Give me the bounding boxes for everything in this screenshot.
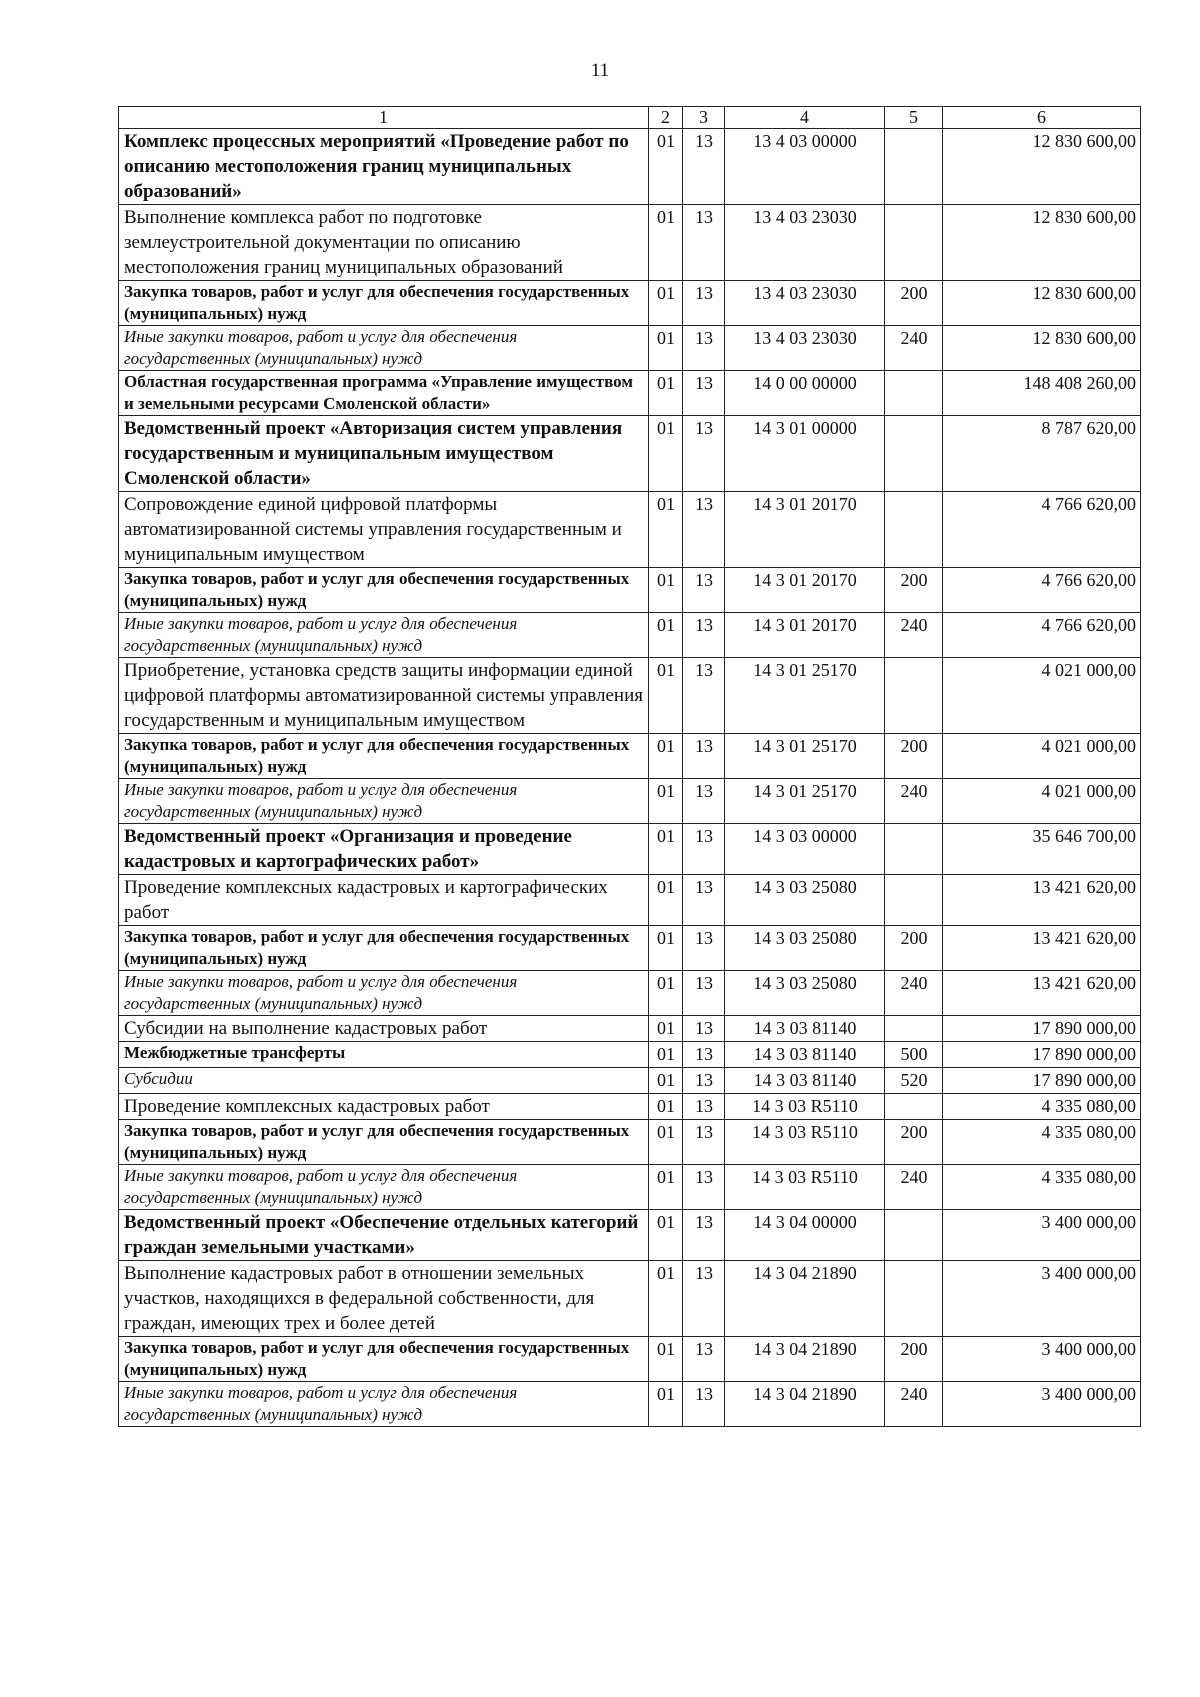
row-type-cell: 240 xyxy=(885,779,943,824)
row-type-cell: 240 xyxy=(885,1382,943,1427)
row-target-cell: 13 4 03 23030 xyxy=(725,326,885,371)
table-row xyxy=(119,1165,1141,1210)
row-type-cell: 200 xyxy=(885,1337,943,1382)
row-amount-cell: 12 830 600,00 xyxy=(943,326,1141,371)
row-section-cell: 01 xyxy=(649,779,683,824)
table-row xyxy=(119,1120,1141,1165)
row-subsection-cell: 13 xyxy=(683,875,725,926)
row-target-cell: 14 3 04 21890 xyxy=(725,1261,885,1337)
row-target-cell: 14 3 01 25170 xyxy=(725,658,885,734)
table-row xyxy=(119,492,1141,568)
row-amount-cell: 17 890 000,00 xyxy=(943,1016,1141,1042)
row-amount-cell: 13 421 620,00 xyxy=(943,875,1141,926)
row-name-cell: Иные закупки товаров, работ и услуг для обеспечения государственных (муниципальных) нужд xyxy=(119,1165,649,1210)
row-name-cell: Сопровождение единой цифровой платформы автоматизированной системы управления государственным и муниципальным имуществом xyxy=(119,492,649,568)
row-section-cell: 01 xyxy=(649,658,683,734)
header-col-4: 4 xyxy=(725,107,885,129)
row-subsection-cell: 13 xyxy=(683,1016,725,1042)
row-amount-cell: 3 400 000,00 xyxy=(943,1337,1141,1382)
row-section-cell: 01 xyxy=(649,926,683,971)
row-subsection-cell: 13 xyxy=(683,416,725,492)
row-type-cell xyxy=(885,416,943,492)
row-subsection-cell: 13 xyxy=(683,971,725,1016)
table-row xyxy=(119,926,1141,971)
row-subsection-cell: 13 xyxy=(683,926,725,971)
header-col-2: 2 xyxy=(649,107,683,129)
row-target-cell: 14 3 03 25080 xyxy=(725,875,885,926)
row-subsection-cell: 13 xyxy=(683,734,725,779)
row-target-cell: 14 3 03 81140 xyxy=(725,1068,885,1094)
header-col-5: 5 xyxy=(885,107,943,129)
row-amount-cell: 12 830 600,00 xyxy=(943,129,1141,205)
row-name-cell: Субсидии xyxy=(119,1068,649,1094)
row-subsection-cell: 13 xyxy=(683,1120,725,1165)
table-row xyxy=(119,129,1141,205)
row-subsection-cell: 13 xyxy=(683,1094,725,1120)
row-section-cell: 01 xyxy=(649,1068,683,1094)
row-amount-cell: 4 021 000,00 xyxy=(943,779,1141,824)
row-type-cell: 200 xyxy=(885,926,943,971)
row-amount-cell: 4 335 080,00 xyxy=(943,1165,1141,1210)
row-subsection-cell: 13 xyxy=(683,205,725,281)
row-target-cell: 14 3 04 00000 xyxy=(725,1210,885,1261)
row-name-cell: Закупка товаров, работ и услуг для обеспечения государственных (муниципальных) нужд xyxy=(119,734,649,779)
row-type-cell xyxy=(885,1016,943,1042)
row-name-cell: Ведомственный проект «Организация и проведение кадастровых и картографических работ» xyxy=(119,824,649,875)
row-section-cell: 01 xyxy=(649,568,683,613)
header-col-3: 3 xyxy=(683,107,725,129)
row-amount-cell: 4 021 000,00 xyxy=(943,734,1141,779)
header-col-6: 6 xyxy=(943,107,1141,129)
table-row xyxy=(119,205,1141,281)
row-type-cell xyxy=(885,875,943,926)
table-row xyxy=(119,658,1141,734)
row-target-cell: 13 4 03 00000 xyxy=(725,129,885,205)
row-type-cell: 240 xyxy=(885,326,943,371)
row-amount-cell: 4 335 080,00 xyxy=(943,1120,1141,1165)
row-name-cell: Закупка товаров, работ и услуг для обеспечения государственных (муниципальных) нужд xyxy=(119,1337,649,1382)
row-name-cell: Закупка товаров, работ и услуг для обеспечения государственных (муниципальных) нужд xyxy=(119,281,649,326)
row-section-cell: 01 xyxy=(649,1382,683,1427)
row-target-cell: 14 3 01 20170 xyxy=(725,613,885,658)
table-row xyxy=(119,1261,1141,1337)
row-name-cell: Комплекс процессных мероприятий «Проведение работ по описанию местоположения границ муниципальных образований» xyxy=(119,129,649,205)
page-number: 11 xyxy=(590,60,610,81)
row-section-cell: 01 xyxy=(649,205,683,281)
row-type-cell xyxy=(885,371,943,416)
row-target-cell: 14 3 01 25170 xyxy=(725,779,885,824)
table-row xyxy=(119,1094,1141,1120)
row-target-cell: 14 3 04 21890 xyxy=(725,1337,885,1382)
row-name-cell: Проведение комплексных кадастровых и картографических работ xyxy=(119,875,649,926)
row-name-cell: Проведение комплексных кадастровых работ xyxy=(119,1094,649,1120)
row-section-cell: 01 xyxy=(649,1261,683,1337)
row-name-cell: Выполнение кадастровых работ в отношении земельных участков, находящихся в федеральной собственности, для граждан, имеющих трех и более детей xyxy=(119,1261,649,1337)
row-type-cell: 200 xyxy=(885,568,943,613)
row-type-cell: 520 xyxy=(885,1068,943,1094)
budget-table xyxy=(118,106,1141,1427)
row-type-cell: 200 xyxy=(885,281,943,326)
row-section-cell: 01 xyxy=(649,492,683,568)
row-subsection-cell: 13 xyxy=(683,1382,725,1427)
row-type-cell xyxy=(885,1261,943,1337)
row-type-cell xyxy=(885,129,943,205)
row-target-cell: 14 0 00 00000 xyxy=(725,371,885,416)
row-section-cell: 01 xyxy=(649,129,683,205)
row-subsection-cell: 13 xyxy=(683,326,725,371)
row-subsection-cell: 13 xyxy=(683,779,725,824)
row-amount-cell: 4 766 620,00 xyxy=(943,613,1141,658)
table-header-row xyxy=(119,107,1141,129)
row-target-cell: 14 3 01 20170 xyxy=(725,568,885,613)
row-amount-cell: 35 646 700,00 xyxy=(943,824,1141,875)
row-subsection-cell: 13 xyxy=(683,1261,725,1337)
row-amount-cell: 4 335 080,00 xyxy=(943,1094,1141,1120)
row-name-cell: Областная государственная программа «Управление имуществом и земельными ресурсами Смоленской области» xyxy=(119,371,649,416)
row-target-cell: 14 3 03 25080 xyxy=(725,926,885,971)
row-type-cell xyxy=(885,658,943,734)
row-name-cell: Закупка товаров, работ и услуг для обеспечения государственных (муниципальных) нужд xyxy=(119,1120,649,1165)
row-amount-cell: 12 830 600,00 xyxy=(943,205,1141,281)
table-row xyxy=(119,568,1141,613)
row-target-cell: 14 3 01 25170 xyxy=(725,734,885,779)
row-section-cell: 01 xyxy=(649,875,683,926)
row-target-cell: 14 3 03 R5110 xyxy=(725,1094,885,1120)
row-section-cell: 01 xyxy=(649,1016,683,1042)
row-amount-cell: 8 787 620,00 xyxy=(943,416,1141,492)
row-target-cell: 14 3 03 R5110 xyxy=(725,1120,885,1165)
row-subsection-cell: 13 xyxy=(683,281,725,326)
table-row xyxy=(119,613,1141,658)
row-section-cell: 01 xyxy=(649,1165,683,1210)
row-section-cell: 01 xyxy=(649,1337,683,1382)
row-section-cell: 01 xyxy=(649,1210,683,1261)
row-target-cell: 14 3 03 81140 xyxy=(725,1042,885,1068)
row-target-cell: 14 3 03 R5110 xyxy=(725,1165,885,1210)
row-name-cell: Выполнение комплекса работ по подготовке землеустроительной документации по описанию местоположения границ муниципальных образований xyxy=(119,205,649,281)
row-amount-cell: 13 421 620,00 xyxy=(943,926,1141,971)
row-name-cell: Иные закупки товаров, работ и услуг для обеспечения государственных (муниципальных) нужд xyxy=(119,971,649,1016)
row-name-cell: Иные закупки товаров, работ и услуг для обеспечения государственных (муниципальных) нужд xyxy=(119,326,649,371)
row-subsection-cell: 13 xyxy=(683,658,725,734)
row-amount-cell: 17 890 000,00 xyxy=(943,1068,1141,1094)
row-amount-cell: 3 400 000,00 xyxy=(943,1261,1141,1337)
row-target-cell: 14 3 03 25080 xyxy=(725,971,885,1016)
row-type-cell xyxy=(885,492,943,568)
table-row xyxy=(119,371,1141,416)
row-target-cell: 13 4 03 23030 xyxy=(725,205,885,281)
row-amount-cell: 12 830 600,00 xyxy=(943,281,1141,326)
row-amount-cell: 4 766 620,00 xyxy=(943,568,1141,613)
row-type-cell: 200 xyxy=(885,734,943,779)
row-target-cell: 14 3 03 81140 xyxy=(725,1016,885,1042)
header-col-1: 1 xyxy=(119,107,649,129)
row-amount-cell: 4 766 620,00 xyxy=(943,492,1141,568)
row-section-cell: 01 xyxy=(649,1042,683,1068)
row-type-cell: 240 xyxy=(885,971,943,1016)
row-subsection-cell: 13 xyxy=(683,492,725,568)
row-type-cell xyxy=(885,205,943,281)
row-type-cell: 240 xyxy=(885,613,943,658)
row-subsection-cell: 13 xyxy=(683,1337,725,1382)
row-name-cell: Приобретение, установка средств защиты информации единой цифровой платформы автоматизированной системы управления государственным и муниципальным имуществом xyxy=(119,658,649,734)
table-row xyxy=(119,1337,1141,1382)
row-name-cell: Межбюджетные трансферты xyxy=(119,1042,649,1068)
row-name-cell: Иные закупки товаров, работ и услуг для обеспечения государственных (муниципальных) нужд xyxy=(119,779,649,824)
row-amount-cell: 17 890 000,00 xyxy=(943,1042,1141,1068)
table-row xyxy=(119,1068,1141,1094)
row-section-cell: 01 xyxy=(649,971,683,1016)
row-name-cell: Субсидии на выполнение кадастровых работ xyxy=(119,1016,649,1042)
row-target-cell: 14 3 03 00000 xyxy=(725,824,885,875)
table-row xyxy=(119,326,1141,371)
row-subsection-cell: 13 xyxy=(683,1165,725,1210)
table-row xyxy=(119,734,1141,779)
row-subsection-cell: 13 xyxy=(683,824,725,875)
row-section-cell: 01 xyxy=(649,613,683,658)
table-row xyxy=(119,1016,1141,1042)
row-target-cell: 14 3 01 20170 xyxy=(725,492,885,568)
row-target-cell: 13 4 03 23030 xyxy=(725,281,885,326)
row-section-cell: 01 xyxy=(649,824,683,875)
row-name-cell: Иные закупки товаров, работ и услуг для обеспечения государственных (муниципальных) нужд xyxy=(119,613,649,658)
row-type-cell xyxy=(885,824,943,875)
row-subsection-cell: 13 xyxy=(683,129,725,205)
row-name-cell: Иные закупки товаров, работ и услуг для обеспечения государственных (муниципальных) нужд xyxy=(119,1382,649,1427)
row-subsection-cell: 13 xyxy=(683,613,725,658)
table-row xyxy=(119,416,1141,492)
row-amount-cell: 3 400 000,00 xyxy=(943,1210,1141,1261)
table-body xyxy=(119,129,1141,1427)
table-row xyxy=(119,281,1141,326)
row-type-cell: 240 xyxy=(885,1165,943,1210)
table-row xyxy=(119,971,1141,1016)
row-type-cell xyxy=(885,1094,943,1120)
table-row xyxy=(119,1210,1141,1261)
row-name-cell: Закупка товаров, работ и услуг для обеспечения государственных (муниципальных) нужд xyxy=(119,926,649,971)
row-amount-cell: 3 400 000,00 xyxy=(943,1382,1141,1427)
row-amount-cell: 13 421 620,00 xyxy=(943,971,1141,1016)
row-subsection-cell: 13 xyxy=(683,1210,725,1261)
row-type-cell xyxy=(885,1210,943,1261)
row-subsection-cell: 13 xyxy=(683,1042,725,1068)
row-section-cell: 01 xyxy=(649,371,683,416)
row-section-cell: 01 xyxy=(649,281,683,326)
row-subsection-cell: 13 xyxy=(683,1068,725,1094)
table-row xyxy=(119,779,1141,824)
row-section-cell: 01 xyxy=(649,734,683,779)
row-section-cell: 01 xyxy=(649,1120,683,1165)
table-row xyxy=(119,875,1141,926)
row-name-cell: Ведомственный проект «Авторизация систем управления государственным и муниципальным имуществом Смоленской области» xyxy=(119,416,649,492)
row-section-cell: 01 xyxy=(649,416,683,492)
row-amount-cell: 4 021 000,00 xyxy=(943,658,1141,734)
table-row xyxy=(119,1382,1141,1427)
row-target-cell: 14 3 01 00000 xyxy=(725,416,885,492)
table-row xyxy=(119,824,1141,875)
row-subsection-cell: 13 xyxy=(683,568,725,613)
row-type-cell: 200 xyxy=(885,1120,943,1165)
table-row xyxy=(119,1042,1141,1068)
row-name-cell: Ведомственный проект «Обеспечение отдельных категорий граждан земельными участками» xyxy=(119,1210,649,1261)
row-subsection-cell: 13 xyxy=(683,371,725,416)
row-section-cell: 01 xyxy=(649,1094,683,1120)
row-section-cell: 01 xyxy=(649,326,683,371)
row-target-cell: 14 3 04 21890 xyxy=(725,1382,885,1427)
row-type-cell: 500 xyxy=(885,1042,943,1068)
row-name-cell: Закупка товаров, работ и услуг для обеспечения государственных (муниципальных) нужд xyxy=(119,568,649,613)
row-amount-cell: 148 408 260,00 xyxy=(943,371,1141,416)
